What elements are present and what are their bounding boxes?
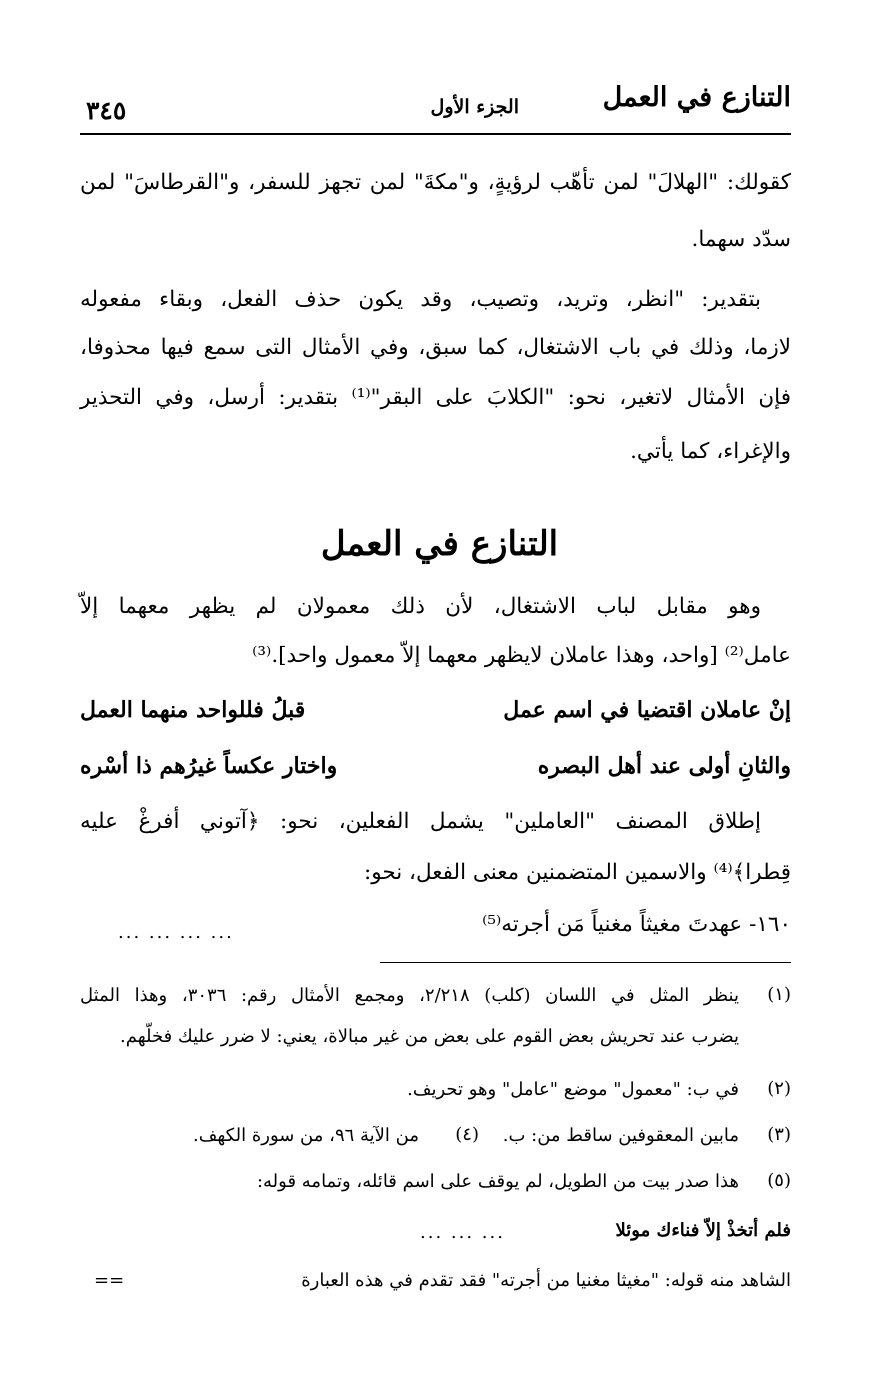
example-160: ١٦٠- عهدتَ مغيثاً مغنياً مَن أجرته⁽⁵⁾ — [482, 912, 791, 937]
footnote-2-text: في ب: "معمول" موضع "عامل" وهو تحريف. — [407, 1079, 739, 1100]
footnote-2-number: (٢) — [767, 1078, 791, 1099]
running-header-part: الجزء الأول — [430, 96, 519, 118]
p3-line1: وهو مقابل لباب الاشتغال، لأن ذلك معمولان لم يظهر معهما إلاّ — [80, 594, 761, 619]
verse1-first-hemistich: إنْ عاملان اقتضيا في اسم عمل — [503, 697, 791, 723]
continuation-mark: == — [94, 1270, 125, 1291]
footnote-5-text: هذا صدر بيت من الطويل، لم يوقف على اسم قائله، وتمامه قوله: — [256, 1171, 739, 1192]
footnote-rule — [380, 962, 791, 963]
verse-completion: فلم أتخذْ إلاّ فناءك موئلا — [615, 1220, 791, 1241]
p2-line2: لازما، وذلك في باب الاشتغال، كما سبق، وفي الأمثال التى سمع فيها محذوفا، — [80, 335, 791, 360]
section-title: التنازع في العمل — [320, 524, 559, 564]
verse2-second-hemistich: واختار عكساً غيرُهم ذا أسْره — [80, 753, 338, 779]
example-dots: ... ... ... ... — [118, 922, 234, 943]
footnote-1-line2: يضرب عند تحريش بعض القوم على بعض من غير مبالاة، يعني: لا ضرر عليك فخلّهم. — [120, 1026, 739, 1047]
footnote-5-number: (٥) — [767, 1170, 791, 1191]
p4-line1: إطلاق المصنف "العاملين" يشمل الفعلين، نحو: ﴿آتوني أفرغْ عليه — [80, 809, 761, 834]
p1-line2: سدّد سهما. — [691, 227, 791, 252]
footnote-3-number: (٣) — [767, 1124, 791, 1145]
footnote-1-line1: ينظر المثل في اللسان (كلب) ٢/٢١٨، ومجمع الأمثال رقم: ٣٠٣٦، وهذا المثل — [80, 985, 739, 1006]
footnote-continuation: الشاهد منه قوله: "مغيثا مغنيا من أجرته" فقد تقدم في هذه العبارة — [301, 1270, 791, 1291]
p2-line4: والإغراء، كما يأتي. — [630, 439, 791, 464]
footnote-1-number: (١) — [767, 984, 791, 1005]
footnote-4-number: (٤) — [455, 1124, 479, 1145]
footnote-3-text: مابين المعقوفين ساقط من: ب. — [502, 1125, 739, 1146]
page-number: ٣٤٥ — [86, 96, 127, 125]
verse-completion-dots: ... ... ... — [420, 1222, 505, 1243]
verse2-first-hemistich: والثانِ أولى عند أهل البصره — [537, 753, 791, 779]
p2-line1: بتقدير: "انظر، وتريد، وتصيب، وقد يكون حذف الفعل، وبقاء مفعوله — [80, 287, 761, 312]
p1-line1: كقولك: "الهلالَ" لمن تأهّب لرؤيةٍ، و"مكةَ" لمن تجهز للسفر، و"القرطاسَ" لمن — [80, 170, 791, 195]
p3-line2: عامل⁽²⁾ [واحد، وهذا عاملان لايظهر معهما إلاّ معمول واحد].⁽³⁾ — [252, 643, 791, 668]
footnote-4-text: من الآية ٩٦، من سورة الكهف. — [193, 1125, 419, 1146]
running-header-title: التنازع في العمل — [602, 82, 791, 113]
verse1-second-hemistich: قبلُ فللواحد منهما العمل — [80, 697, 306, 723]
p4-line2: قِطرا﴾⁽⁴⁾ والاسمين المتضمنين معنى الفعل، نحو: — [364, 860, 791, 885]
header-rule — [80, 133, 791, 135]
p2-line3: فإن الأمثال لاتغير، نحو: "الكلابَ على البقر"⁽¹⁾ بتقدير: أرسل، وفي التحذير — [80, 385, 791, 410]
